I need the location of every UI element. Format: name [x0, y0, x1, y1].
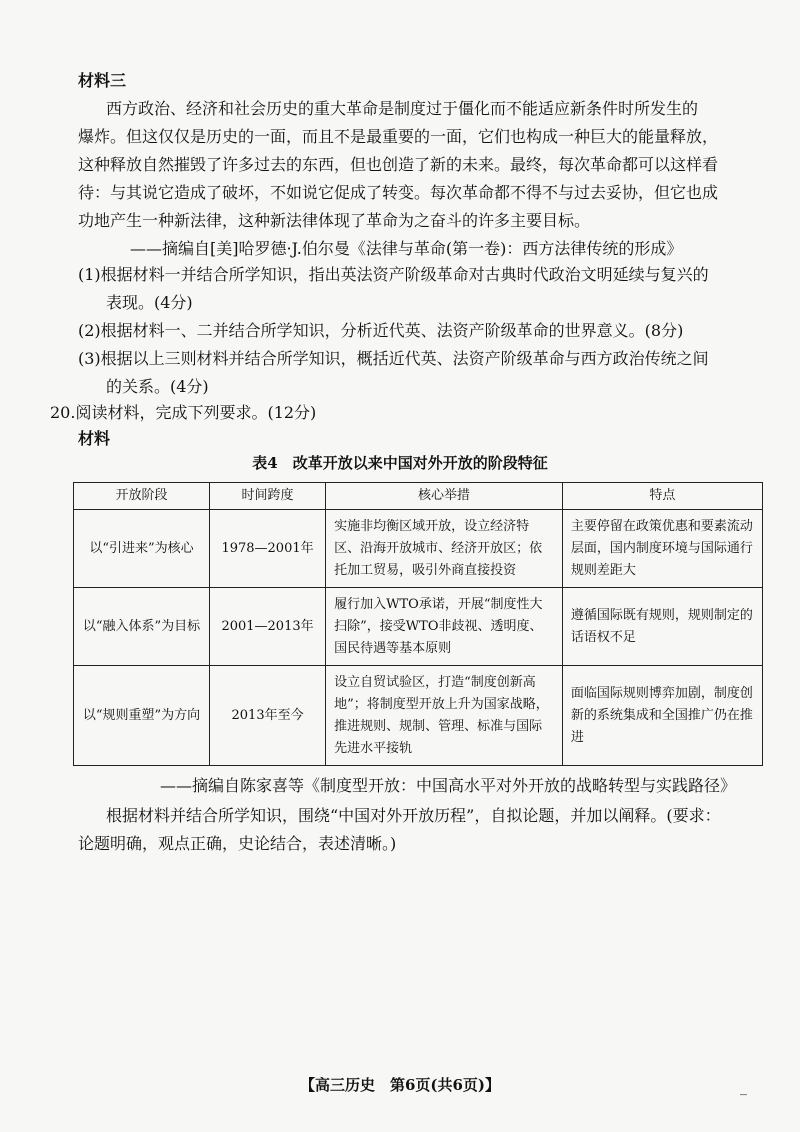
header-stage: 开放阶段: [74, 483, 210, 510]
question-3-line-1: (3)根据以上三则材料并结合所学知识，概括近代英、法资产阶级革命与西方政治传统之间: [78, 349, 709, 368]
corner-mark: _: [740, 1080, 747, 1096]
cell-features: 主要停留在政策优惠和要素流动层面，国内制度环境与国际通行规则差距大: [562, 510, 762, 588]
material3-line-5: 功地产生一种新法律，这种新法律体现了革命为之奋斗的许多主要目标。: [78, 211, 591, 230]
material3-line-1: 西方政治、经济和社会历史的重大革命是制度过于僵化而不能适应新条件时所发生的: [106, 99, 699, 118]
question-1-line-1: (1)根据材料一并结合所学知识，指出英法资产阶级革命对古典时代政治文明延续与复兴的: [78, 265, 709, 284]
opening-stages-table: [73, 482, 763, 766]
cell-measures: 设立自贸试验区，打造“制度创新高地”；将制度型开放上升为国家战略，推进规则、规制、管理、标准与国际先进水平接轨: [326, 666, 563, 766]
material3-line-2: 爆炸。但这仅仅是历史的一面，而且不是最重要的一面，它们也构成一种巨大的能量释放，: [78, 127, 719, 146]
q20-requirement-line-2: 论题明确，观点正确，史论结合，表述清晰。): [78, 834, 397, 853]
question-20-heading: 20.阅读材料，完成下列要求。(12分): [50, 403, 317, 422]
material3-source: ——摘编自[美]哈罗德·J.伯尔曼《法律与革命(第一卷)：西方法律传统的形成》: [130, 239, 683, 258]
cell-span: 2001—2013年: [209, 588, 325, 666]
cell-measures: 履行加入WTO承诺，开展“制度性大扫除”，接受WTO非歧视、透明度、国民待遇等基本原则: [326, 588, 563, 666]
cell-measures: 实施非均衡区域开放，设立经济特区、沿海开放城市、经济开放区；依托加工贸易，吸引外商直接投资: [326, 510, 563, 588]
material3-heading: 材料三: [78, 71, 127, 90]
table-row: [74, 666, 763, 766]
table-header-row: [74, 483, 763, 510]
question-2: (2)根据材料一、二并结合所学知识，分析近代英、法资产阶级革命的世界意义。(8分): [78, 321, 684, 340]
header-span: 时间跨度: [209, 483, 325, 510]
q20-requirement-line-1: 根据材料并结合所学知识，围绕“中国对外开放历程”，自拟论题，并加以阐释。(要求：: [106, 806, 721, 825]
question-3-line-2: 的关系。(4分): [106, 377, 209, 396]
table-row: [74, 588, 763, 666]
question-1-line-2: 表现。(4分): [106, 293, 193, 312]
header-features: 特点: [562, 483, 762, 510]
cell-features: 面临国际规则博弈加剧，制度创新的系统集成和全国推广仍在推进: [562, 666, 762, 766]
cell-features: 遵循国际既有规则，规则制定的话语权不足: [562, 588, 762, 666]
cell-span: 1978—2001年: [209, 510, 325, 588]
page-footer: 【高三历史 第6页(共6页)】: [299, 1076, 501, 1094]
table-title: 表4 改革开放以来中国对外开放的阶段特征: [252, 454, 548, 472]
table-row: [74, 510, 763, 588]
material3-line-4: 待：与其说它造成了破坏，不如说它促成了转变。每次革命都不得不与过去妥协，但它也成: [78, 183, 719, 202]
q20-material-label: 材料: [78, 429, 111, 448]
cell-span: 2013年至今: [209, 666, 325, 766]
material3-line-3: 这种释放自然摧毁了许多过去的东西，但也创造了新的未来。最终，每次革命都可以这样看: [78, 155, 719, 174]
q20-source: ——摘编自陈家喜等《制度型开放：中国高水平对外开放的战略转型与实践路径》: [160, 776, 737, 795]
cell-stage: 以“规则重塑”为方向: [74, 666, 210, 766]
cell-stage: 以“融入体系”为目标: [74, 588, 210, 666]
header-measures: 核心举措: [326, 483, 563, 510]
cell-stage: 以“引进来”为核心: [74, 510, 210, 588]
